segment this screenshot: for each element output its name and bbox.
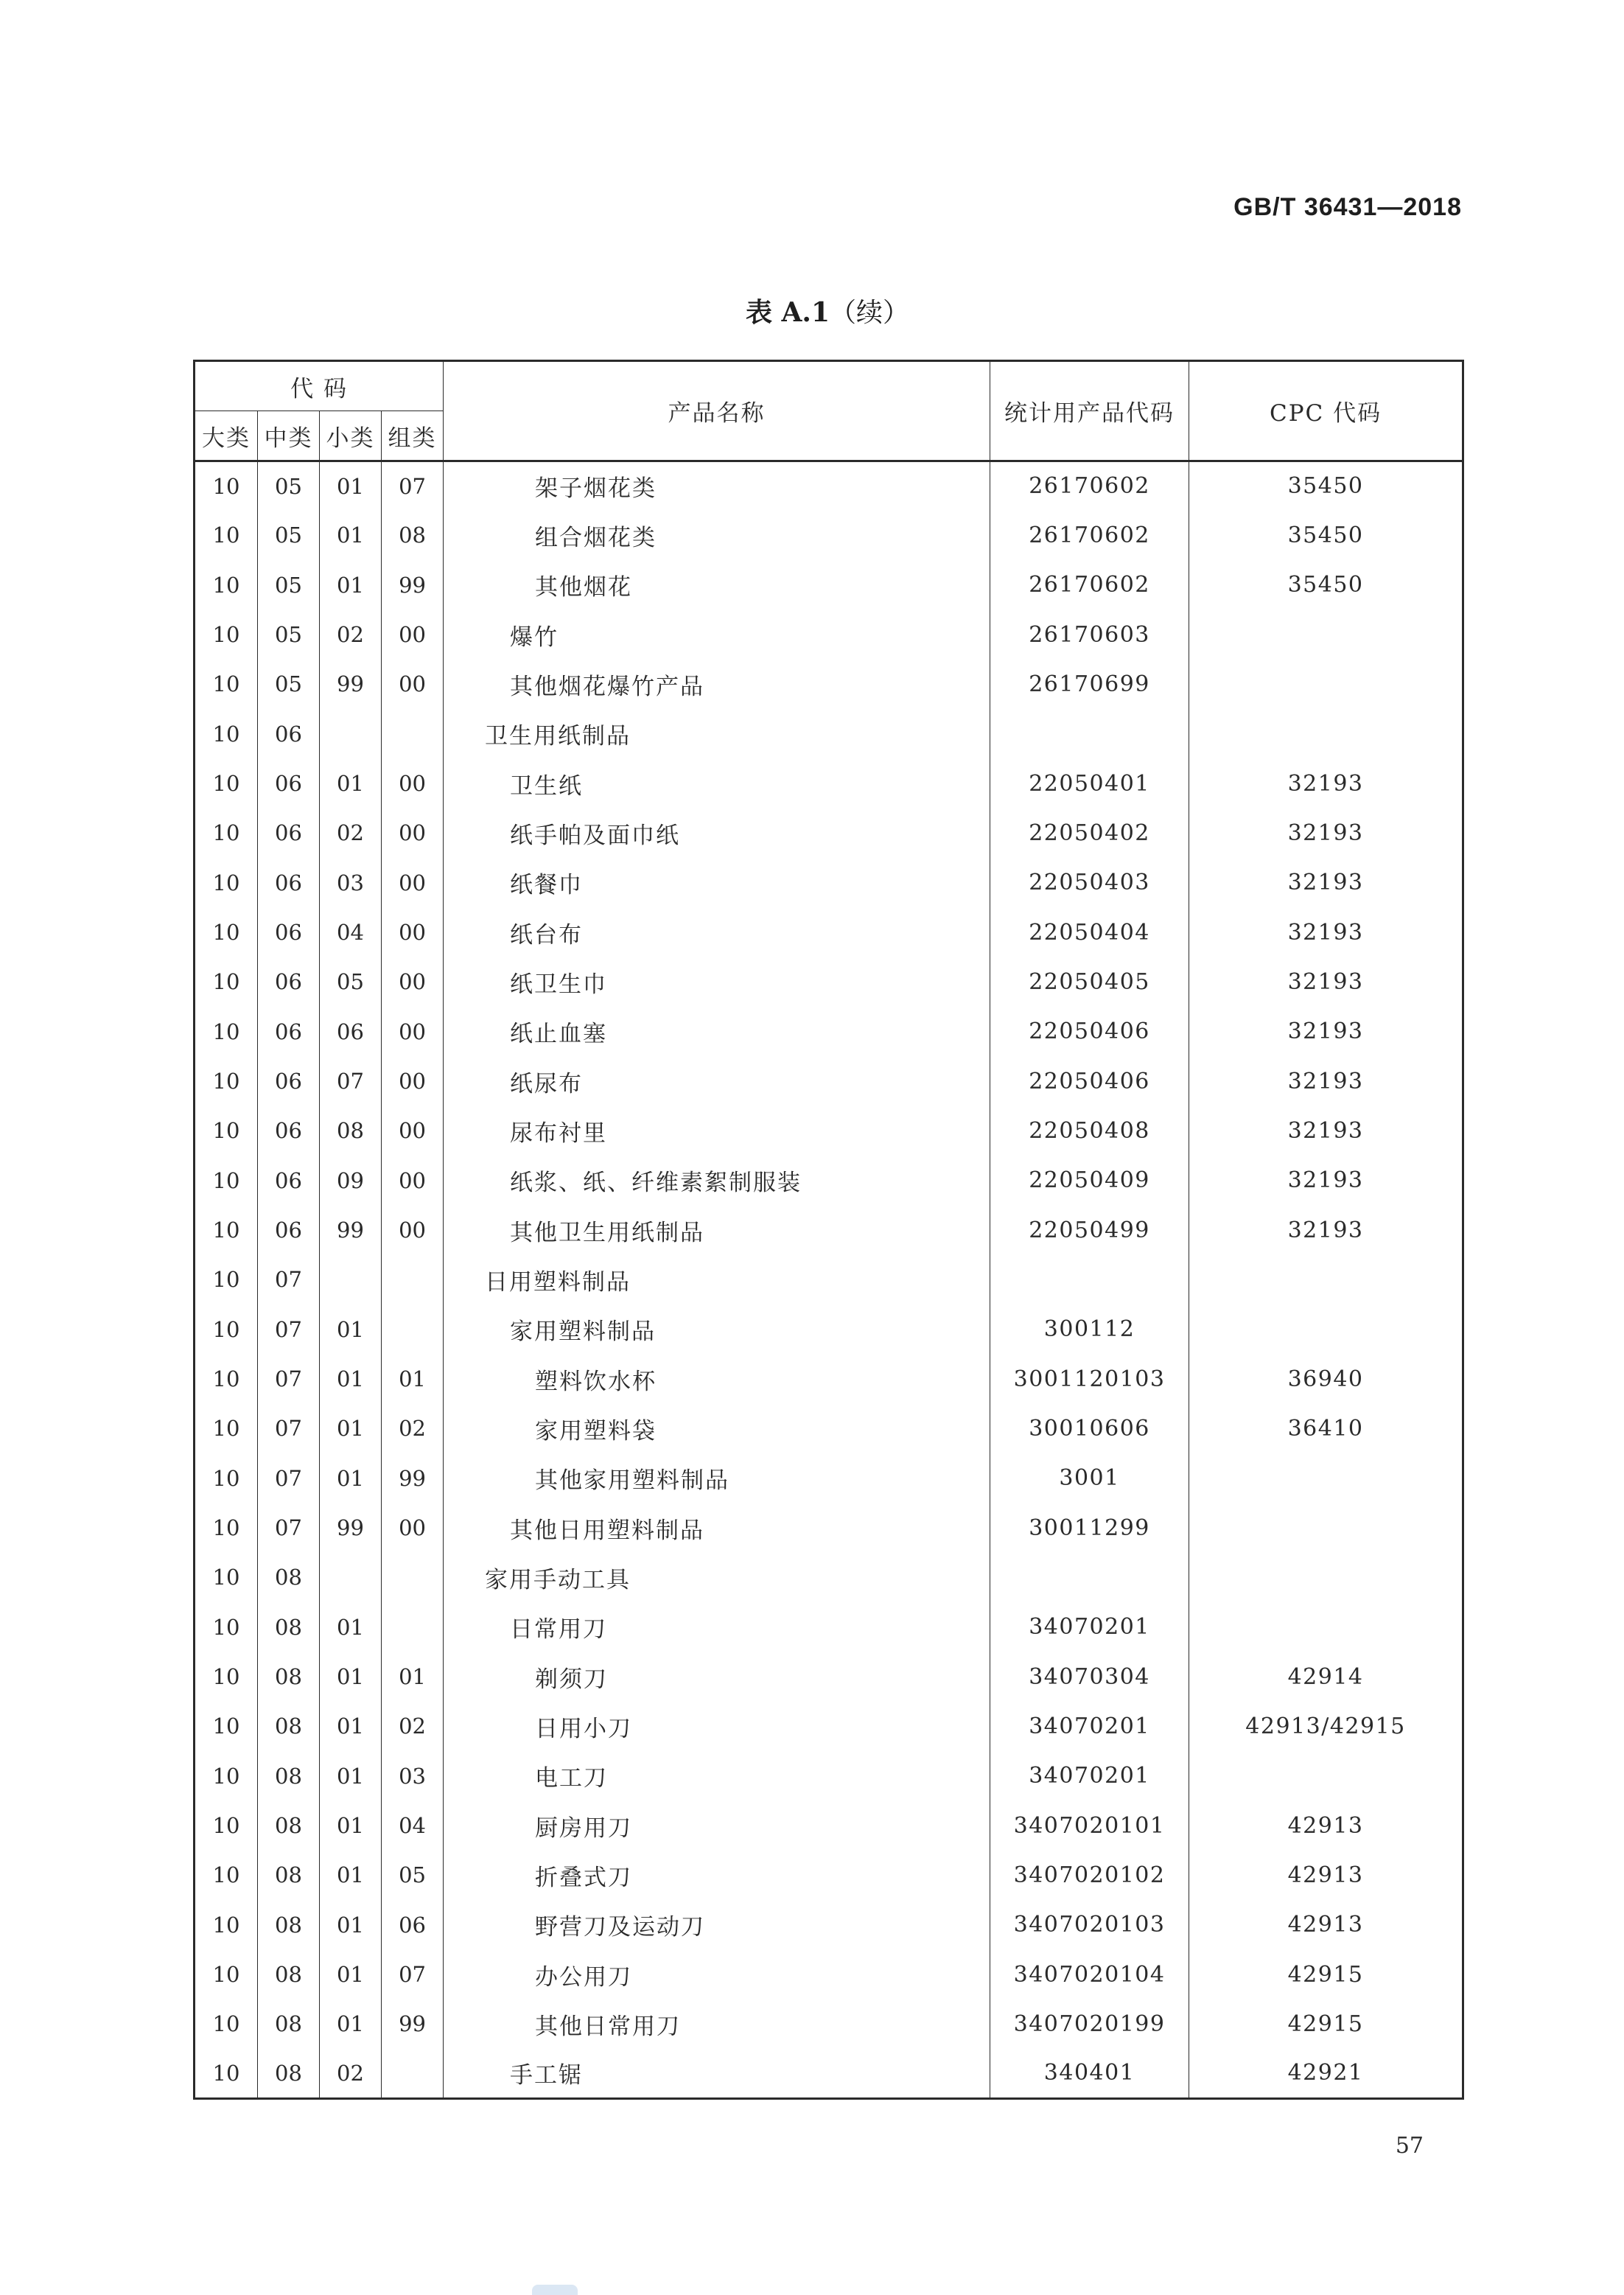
table-row — [195, 1900, 1463, 1949]
group-code-cell — [382, 1255, 444, 1304]
cpc-code-cell: 35450 — [1189, 461, 1463, 511]
stat-code-cell: 22050402 — [990, 808, 1189, 858]
medium-code-cell: 06 — [258, 1007, 320, 1056]
group-code-cell: 07 — [382, 1949, 444, 1999]
minor-code-cell: 04 — [320, 907, 382, 957]
major-code-cell: 10 — [195, 1354, 258, 1403]
table-row — [195, 511, 1463, 560]
major-code-cell: 10 — [195, 1851, 258, 1900]
cpc-code-cell — [1189, 1255, 1463, 1304]
product-name-cell: 折叠式刀 — [444, 1851, 990, 1900]
medium-code-cell: 08 — [258, 1602, 320, 1652]
table-row — [195, 1800, 1463, 1850]
medium-code-cell: 06 — [258, 709, 320, 758]
medium-code-cell: 06 — [258, 1106, 320, 1156]
minor-code-cell: 99 — [320, 1503, 382, 1552]
table-title-label: 表 A.1 — [745, 297, 830, 328]
cpc-code-cell — [1189, 1304, 1463, 1354]
cpc-code-cell: 35450 — [1189, 511, 1463, 560]
major-code-cell: 10 — [195, 1404, 258, 1453]
cpc-code-cell: 32193 — [1189, 907, 1463, 957]
minor-code-cell: 01 — [320, 1800, 382, 1850]
minor-code-cell: 01 — [320, 1453, 382, 1503]
stat-code-cell: 3407020199 — [990, 1999, 1189, 2049]
stat-code-cell: 22050404 — [990, 907, 1189, 957]
product-name-cell: 组合烟花类 — [444, 511, 990, 560]
group-code-cell: 02 — [382, 1404, 444, 1453]
cpc-code-cell — [1189, 1553, 1463, 1602]
cpc-code-cell — [1189, 660, 1463, 709]
group-code-cell — [382, 1602, 444, 1652]
group-code-cell: 00 — [382, 1503, 444, 1552]
stat-code-cell: 26170602 — [990, 560, 1189, 609]
product-name-cell: 野营刀及运动刀 — [444, 1900, 990, 1949]
minor-code-cell: 07 — [320, 1056, 382, 1105]
product-name-cell: 家用塑料袋 — [444, 1404, 990, 1453]
minor-code-cell: 03 — [320, 858, 382, 907]
stat-code-cell: 26170602 — [990, 461, 1189, 511]
table-row — [195, 1553, 1463, 1602]
table-row — [195, 2049, 1463, 2098]
product-name-cell: 纸手帕及面巾纸 — [444, 808, 990, 858]
minor-code-cell: 01 — [320, 1751, 382, 1800]
major-code-cell: 10 — [195, 511, 258, 560]
minor-code-cell: 08 — [320, 1106, 382, 1156]
major-code-cell: 10 — [195, 1255, 258, 1304]
major-code-cell: 10 — [195, 907, 258, 957]
table-row — [195, 660, 1463, 709]
table-row — [195, 1156, 1463, 1205]
minor-code-cell: 06 — [320, 1007, 382, 1056]
product-name-cell: 家用手动工具 — [444, 1553, 990, 1602]
product-name-cell: 纸餐巾 — [444, 858, 990, 907]
product-name-cell: 办公用刀 — [444, 1949, 990, 1999]
product-name-cell: 其他卫生用纸制品 — [444, 1205, 990, 1254]
group-code-cell: 00 — [382, 609, 444, 659]
group-code-cell: 99 — [382, 560, 444, 609]
minor-code-cell: 01 — [320, 1354, 382, 1403]
header-cpc-code: CPC 代码 — [1189, 361, 1463, 461]
medium-code-cell: 07 — [258, 1404, 320, 1453]
product-name-cell: 塑料饮水杯 — [444, 1354, 990, 1403]
table-row — [195, 1056, 1463, 1105]
major-code-cell: 10 — [195, 1652, 258, 1701]
medium-code-cell: 08 — [258, 1553, 320, 1602]
table-row — [195, 1851, 1463, 1900]
major-code-cell: 10 — [195, 1602, 258, 1652]
stat-code-cell: 300112 — [990, 1304, 1189, 1354]
medium-code-cell: 06 — [258, 907, 320, 957]
product-name-cell: 卫生纸 — [444, 758, 990, 808]
group-code-cell: 06 — [382, 1900, 444, 1949]
cpc-code-cell: 42913/42915 — [1189, 1702, 1463, 1751]
product-name-cell: 日常用刀 — [444, 1602, 990, 1652]
table-row — [195, 461, 1463, 511]
header-row-top — [195, 361, 1463, 411]
product-name-cell: 纸尿布 — [444, 1056, 990, 1105]
major-code-cell: 10 — [195, 660, 258, 709]
table-row — [195, 907, 1463, 957]
table-row — [195, 1652, 1463, 1701]
medium-code-cell: 08 — [258, 1702, 320, 1751]
stat-code-cell: 3407020104 — [990, 1949, 1189, 1999]
medium-code-cell: 06 — [258, 1056, 320, 1105]
stat-code-cell: 22050406 — [990, 1007, 1189, 1056]
group-code-cell: 02 — [382, 1702, 444, 1751]
stat-code-cell: 22050409 — [990, 1156, 1189, 1205]
medium-code-cell: 06 — [258, 1205, 320, 1254]
group-code-cell: 00 — [382, 858, 444, 907]
stat-code-cell: 26170603 — [990, 609, 1189, 659]
stat-code-cell: 30010606 — [990, 1404, 1189, 1453]
major-code-cell: 10 — [195, 1900, 258, 1949]
table-row — [195, 1999, 1463, 2049]
major-code-cell: 10 — [195, 758, 258, 808]
table-title — [193, 292, 1462, 329]
table-header — [195, 361, 1463, 461]
group-code-cell — [382, 1304, 444, 1354]
header-group: 组类 — [382, 411, 444, 461]
medium-code-cell: 08 — [258, 1751, 320, 1800]
stat-code-cell: 3001 — [990, 1453, 1189, 1503]
minor-code-cell — [320, 1255, 382, 1304]
minor-code-cell: 01 — [320, 1602, 382, 1652]
major-code-cell: 10 — [195, 1553, 258, 1602]
header-stat-code: 统计用产品代码 — [990, 361, 1189, 461]
minor-code-cell: 99 — [320, 1205, 382, 1254]
medium-code-cell: 06 — [258, 1156, 320, 1205]
medium-code-cell: 08 — [258, 2049, 320, 2098]
stat-code-cell: 30011299 — [990, 1503, 1189, 1552]
minor-code-cell: 01 — [320, 1949, 382, 1999]
stat-code-cell — [990, 709, 1189, 758]
medium-code-cell: 08 — [258, 1851, 320, 1900]
product-name-cell: 卫生用纸制品 — [444, 709, 990, 758]
product-name-cell: 日用小刀 — [444, 1702, 990, 1751]
group-code-cell: 99 — [382, 1453, 444, 1503]
cpc-code-cell: 42913 — [1189, 1800, 1463, 1850]
medium-code-cell: 06 — [258, 957, 320, 1007]
stat-code-cell: 3407020102 — [990, 1851, 1189, 1900]
product-name-cell: 架子烟花类 — [444, 461, 990, 511]
cpc-code-cell: 32193 — [1189, 1156, 1463, 1205]
cpc-code-cell — [1189, 1751, 1463, 1800]
cpc-code-cell — [1189, 1453, 1463, 1503]
cpc-code-cell: 36410 — [1189, 1404, 1463, 1453]
group-code-cell: 00 — [382, 957, 444, 1007]
cpc-code-cell — [1189, 709, 1463, 758]
medium-code-cell: 08 — [258, 1652, 320, 1701]
group-code-cell: 00 — [382, 808, 444, 858]
group-code-cell: 00 — [382, 1056, 444, 1105]
major-code-cell: 10 — [195, 1999, 258, 2049]
minor-code-cell: 01 — [320, 758, 382, 808]
header-minor: 小类 — [320, 411, 382, 461]
major-code-cell: 10 — [195, 1503, 258, 1552]
table-body — [195, 461, 1463, 2099]
medium-code-cell: 07 — [258, 1354, 320, 1403]
cpc-code-cell: 42913 — [1189, 1851, 1463, 1900]
table-title-suffix: （续） — [830, 298, 910, 328]
major-code-cell: 10 — [195, 1751, 258, 1800]
group-code-cell: 00 — [382, 1205, 444, 1254]
medium-code-cell: 05 — [258, 461, 320, 511]
minor-code-cell: 01 — [320, 560, 382, 609]
table-row — [195, 808, 1463, 858]
medium-code-cell: 08 — [258, 1800, 320, 1850]
table-row — [195, 1949, 1463, 1999]
group-code-cell: 01 — [382, 1354, 444, 1403]
major-code-cell: 10 — [195, 808, 258, 858]
cpc-code-cell: 32193 — [1189, 858, 1463, 907]
stat-code-cell: 34070201 — [990, 1702, 1189, 1751]
cpc-code-cell: 36940 — [1189, 1354, 1463, 1403]
minor-code-cell: 01 — [320, 1404, 382, 1453]
major-code-cell: 10 — [195, 1205, 258, 1254]
table-row — [195, 858, 1463, 907]
group-code-cell: 00 — [382, 907, 444, 957]
cpc-code-cell: 42915 — [1189, 1949, 1463, 1999]
stat-code-cell: 34070201 — [990, 1751, 1189, 1800]
cpc-code-cell: 42915 — [1189, 1999, 1463, 2049]
minor-code-cell: 01 — [320, 1851, 382, 1900]
cpc-code-cell — [1189, 1503, 1463, 1552]
table-row — [195, 1453, 1463, 1503]
stat-code-cell: 26170602 — [990, 511, 1189, 560]
table-row — [195, 1255, 1463, 1304]
major-code-cell: 10 — [195, 1453, 258, 1503]
group-code-cell: 03 — [382, 1751, 444, 1800]
table-row — [195, 1602, 1463, 1652]
medium-code-cell: 05 — [258, 560, 320, 609]
minor-code-cell: 09 — [320, 1156, 382, 1205]
group-code-cell: 99 — [382, 1999, 444, 2049]
table-row — [195, 560, 1463, 609]
table-row — [195, 1751, 1463, 1800]
minor-code-cell: 01 — [320, 1304, 382, 1354]
major-code-cell: 10 — [195, 609, 258, 659]
major-code-cell: 10 — [195, 2049, 258, 2098]
group-code-cell — [382, 2049, 444, 2098]
minor-code-cell: 99 — [320, 660, 382, 709]
product-name-cell: 日用塑料制品 — [444, 1255, 990, 1304]
product-name-cell: 纸卫生巾 — [444, 957, 990, 1007]
stat-code-cell: 3001120103 — [990, 1354, 1189, 1403]
product-name-cell: 厨房用刀 — [444, 1800, 990, 1850]
header-code-group: 代 码 — [195, 361, 444, 411]
table-row — [195, 709, 1463, 758]
stat-code-cell: 34070304 — [990, 1652, 1189, 1701]
stat-code-cell: 22050405 — [990, 957, 1189, 1007]
product-name-cell: 纸浆、纸、纤维素絮制服装 — [444, 1156, 990, 1205]
product-name-cell: 电工刀 — [444, 1751, 990, 1800]
product-name-cell: 纸台布 — [444, 907, 990, 957]
product-name-cell: 尿布衬里 — [444, 1106, 990, 1156]
minor-code-cell: 01 — [320, 461, 382, 511]
major-code-cell: 10 — [195, 560, 258, 609]
product-name-cell: 其他烟花 — [444, 560, 990, 609]
table-row — [195, 1503, 1463, 1552]
group-code-cell — [382, 1553, 444, 1602]
medium-code-cell: 07 — [258, 1453, 320, 1503]
minor-code-cell: 01 — [320, 1999, 382, 2049]
medium-code-cell: 05 — [258, 511, 320, 560]
group-code-cell: 00 — [382, 660, 444, 709]
table-row — [195, 1007, 1463, 1056]
major-code-cell: 10 — [195, 1949, 258, 1999]
table-row — [195, 1205, 1463, 1254]
product-name-cell: 纸止血塞 — [444, 1007, 990, 1056]
group-code-cell: 04 — [382, 1800, 444, 1850]
medium-code-cell: 07 — [258, 1304, 320, 1354]
group-code-cell: 07 — [382, 461, 444, 511]
cpc-code-cell: 32193 — [1189, 808, 1463, 858]
cpc-code-cell: 42914 — [1189, 1652, 1463, 1701]
cpc-code-cell: 32193 — [1189, 1106, 1463, 1156]
header-major: 大类 — [195, 411, 258, 461]
major-code-cell: 10 — [195, 1156, 258, 1205]
product-name-cell: 剃须刀 — [444, 1652, 990, 1701]
medium-code-cell: 08 — [258, 1999, 320, 2049]
stat-code-cell: 34070201 — [990, 1602, 1189, 1652]
stat-code-cell: 3407020101 — [990, 1800, 1189, 1850]
product-name-cell: 爆竹 — [444, 609, 990, 659]
major-code-cell: 10 — [195, 858, 258, 907]
cpc-code-cell: 32193 — [1189, 1056, 1463, 1105]
medium-code-cell: 06 — [258, 858, 320, 907]
stat-code-cell: 22050408 — [990, 1106, 1189, 1156]
medium-code-cell: 05 — [258, 660, 320, 709]
group-code-cell: 00 — [382, 1106, 444, 1156]
group-code-cell: 01 — [382, 1652, 444, 1701]
medium-code-cell: 08 — [258, 1900, 320, 1949]
medium-code-cell: 08 — [258, 1949, 320, 1999]
minor-code-cell: 01 — [320, 1652, 382, 1701]
group-code-cell: 00 — [382, 1007, 444, 1056]
cpc-code-cell: 32193 — [1189, 957, 1463, 1007]
stat-code-cell: 3407020103 — [990, 1900, 1189, 1949]
group-code-cell: 00 — [382, 1156, 444, 1205]
stat-code-cell — [990, 1255, 1189, 1304]
product-name-cell: 其他烟花爆竹产品 — [444, 660, 990, 709]
cpc-code-cell: 32193 — [1189, 758, 1463, 808]
major-code-cell: 10 — [195, 461, 258, 511]
product-code-table — [193, 360, 1464, 2100]
major-code-cell: 10 — [195, 1106, 258, 1156]
major-code-cell: 10 — [195, 957, 258, 1007]
table-row — [195, 609, 1463, 659]
medium-code-cell: 05 — [258, 609, 320, 659]
major-code-cell: 10 — [195, 1007, 258, 1056]
major-code-cell: 10 — [195, 709, 258, 758]
product-name-cell: 家用塑料制品 — [444, 1304, 990, 1354]
minor-code-cell: 01 — [320, 511, 382, 560]
medium-code-cell: 06 — [258, 808, 320, 858]
table-row — [195, 1354, 1463, 1403]
cpc-code-cell: 35450 — [1189, 560, 1463, 609]
stat-code-cell: 22050403 — [990, 858, 1189, 907]
cpc-code-cell — [1189, 1602, 1463, 1652]
major-code-cell: 10 — [195, 1056, 258, 1105]
table-row — [195, 1404, 1463, 1453]
cpc-code-cell — [1189, 609, 1463, 659]
major-code-cell: 10 — [195, 1702, 258, 1751]
stat-code-cell — [990, 1553, 1189, 1602]
table-row — [195, 1304, 1463, 1354]
medium-code-cell: 07 — [258, 1255, 320, 1304]
minor-code-cell: 01 — [320, 1900, 382, 1949]
header-product-name: 产品名称 — [444, 361, 990, 461]
stat-code-cell: 22050406 — [990, 1056, 1189, 1105]
header-medium: 中类 — [258, 411, 320, 461]
page-number: 57 — [1395, 2133, 1424, 2159]
minor-code-cell: 02 — [320, 808, 382, 858]
minor-code-cell: 05 — [320, 957, 382, 1007]
stat-code-cell: 26170699 — [990, 660, 1189, 709]
product-name-cell: 其他日用塑料制品 — [444, 1503, 990, 1552]
medium-code-cell: 07 — [258, 1503, 320, 1552]
stat-code-cell: 22050401 — [990, 758, 1189, 808]
stat-code-cell: 340401 — [990, 2049, 1189, 2098]
minor-code-cell: 02 — [320, 609, 382, 659]
minor-code-cell: 01 — [320, 1702, 382, 1751]
group-code-cell: 05 — [382, 1851, 444, 1900]
group-code-cell — [382, 709, 444, 758]
product-name-cell: 其他家用塑料制品 — [444, 1453, 990, 1503]
medium-code-cell: 06 — [258, 758, 320, 808]
cpc-code-cell: 32193 — [1189, 1205, 1463, 1254]
cpc-code-cell: 32193 — [1189, 1007, 1463, 1056]
product-name-cell: 其他日常用刀 — [444, 1999, 990, 2049]
minor-code-cell: 02 — [320, 2049, 382, 2098]
major-code-cell: 10 — [195, 1800, 258, 1850]
document-id: GB/T 36431—2018 — [1233, 193, 1462, 221]
table-row — [195, 758, 1463, 808]
table-row — [195, 957, 1463, 1007]
cpc-code-cell: 42921 — [1189, 2049, 1463, 2098]
group-code-cell: 08 — [382, 511, 444, 560]
product-name-cell: 手工锯 — [444, 2049, 990, 2098]
stat-code-cell: 22050499 — [990, 1205, 1189, 1254]
table-row — [195, 1702, 1463, 1751]
minor-code-cell — [320, 1553, 382, 1602]
group-code-cell: 00 — [382, 758, 444, 808]
minor-code-cell — [320, 709, 382, 758]
major-code-cell: 10 — [195, 1304, 258, 1354]
table-row — [195, 1106, 1463, 1156]
cpc-code-cell: 42913 — [1189, 1900, 1463, 1949]
